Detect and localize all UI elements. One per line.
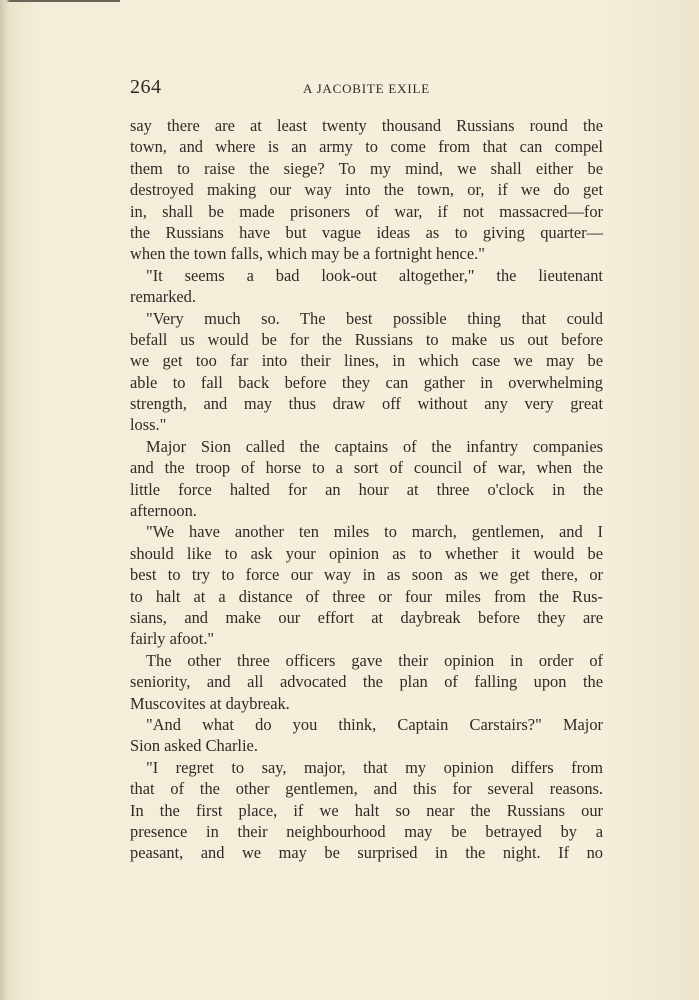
text-line: Major Sion called the captains of the infantry companies (146, 436, 603, 456)
text-line: "It seems a bad look-out altogether," the lieutenant (146, 265, 603, 285)
text-line: destroyed making our way into the town, or, if we do get (130, 180, 603, 200)
text-line: should like to ask your opinion as to whether it would be (130, 543, 603, 563)
page-header (130, 76, 603, 102)
text-line: "Very much so. The best possible thing that could (146, 308, 603, 328)
text-line: Muscovites at daybreak. (130, 693, 290, 713)
text-line: say there are at least twenty thousand Russians round the (130, 116, 603, 135)
text-line: Sion asked Charlie. (130, 736, 258, 756)
top-edge-rule (0, 0, 120, 2)
text-line: "And what do you think, Captain Carstairs?" Major (146, 714, 603, 734)
text-line: seniority, and all advocated the plan of falling upon the (130, 672, 603, 692)
text-line: strength, and may thus draw off without any very great (130, 394, 603, 414)
body-text (130, 115, 603, 864)
text-line: afternoon. (130, 501, 197, 521)
text-line: befall us would be for the Russians to make us out before (130, 329, 603, 349)
page-number: 264 (130, 76, 162, 98)
text-line: remarked. (130, 287, 196, 307)
text-line: that of the other gentlemen, and this for several reasons. (130, 779, 603, 799)
text-line: In the first place, if we halt so near the Russians our (130, 800, 603, 820)
text-line: town, and where is an army to come from that can compel (130, 137, 603, 157)
text-line: the Russians have but vague ideas as to giving quarter— (130, 222, 603, 242)
text-line: "We have another ten miles to march, gentlemen, and I (146, 522, 603, 542)
page-gutter-shadow (0, 0, 10, 1000)
text-line: in, shall be made prisoners of war, if not massacred—for (130, 201, 603, 221)
text-line: when the town falls, which may be a fortnight hence." (130, 244, 485, 264)
text-line: them to raise the siege? To my mind, we shall either be (130, 158, 603, 178)
text-line: "I regret to say, major, that my opinion differs from (146, 757, 603, 777)
text-line: we get too far into their lines, in which case we may be (130, 351, 603, 371)
text-line: fairly afoot." (130, 629, 215, 649)
text-line: to halt at a distance of three or four miles from the Rus- (130, 586, 603, 606)
text-line: little force halted for an hour at three o'clock in the (130, 479, 603, 499)
text-line: peasant, and we may be surprised in the night. If no (130, 843, 603, 863)
text-line: able to fall back before they can gather in overwhelming (130, 372, 603, 392)
running-head: A JACOBITE EXILE (303, 81, 430, 96)
text-line: presence in their neighbourhood may be betrayed by a (130, 821, 603, 841)
text-line: loss." (130, 415, 167, 435)
text-line: The other three officers gave their opinion in order of (146, 650, 603, 670)
text-line: best to try to force our way in as soon as we get there, or (130, 565, 603, 585)
text-line: and the troop of horse to a sort of council of war, when the (130, 458, 603, 478)
text-line: sians, and make our effort at daybreak before they are (130, 607, 603, 627)
